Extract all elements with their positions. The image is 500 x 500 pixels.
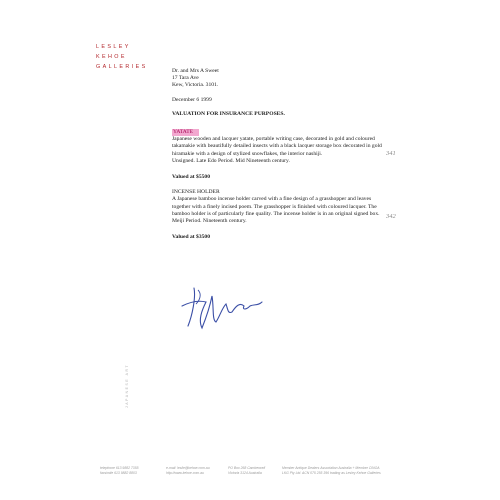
item-description: Japanese wooden and lacquer yatate, portable writing case, decorated in gold and coloured takamakie with beautifully detailed insects with a black lacquer storage box decorated in gold hiramakie with a design of stylized snowflakes, the interior nashiji.: [172, 136, 382, 157]
margin-number-342: 342: [386, 213, 396, 220]
footer-membership: Member Antique Dealers Association Australia + Member CINOA: [282, 466, 380, 470]
logo-line-1: LESLEY: [96, 44, 131, 50]
logo-line-3: GALLERIES: [96, 64, 148, 70]
footer-po-box: PO Box 268 Camberwell: [228, 466, 266, 470]
item-description: A Japanese bamboo incense holder carved with a fine design of a grasshopper and leaves together with a finely incised poem. The grasshopper is finished with coloured lacquer. The bamboo holder is of particularly fine quality. The incense holder is in an original signed box.: [172, 196, 380, 217]
item-title: INCENSE HOLDER: [172, 189, 220, 196]
item-details: Meiji Period. Nineteenth century.: [172, 218, 247, 225]
recipient-street: 17 Tara Ave: [172, 75, 199, 82]
gallery-logo: [96, 42, 166, 72]
letter-body: [172, 68, 392, 241]
recipient-address: [172, 68, 392, 90]
handwritten-signature: [176, 276, 276, 336]
item-details: Unsigned. Late Edo Period. Mid Nineteenth century.: [172, 157, 290, 164]
item-title-highlighted: YATATE: [172, 129, 199, 136]
footer-acn: LKG Pty Ltd. ACN 075 255 396 trading as Lesley Kehoe Galleries: [282, 471, 381, 475]
letter-heading: VALUATION FOR INSURANCE PURPOSES.: [172, 110, 285, 117]
footer-telephone: telephone 613 9882 7355: [100, 466, 139, 470]
letterhead-footer: [100, 466, 400, 480]
item-yatate: [172, 118, 392, 181]
item-value: Valued at $3500: [172, 234, 211, 241]
letter-date: December 6 1999: [172, 96, 212, 103]
item-value: Valued at $5500: [172, 174, 211, 181]
vertical-watermark-text: JAPANESE ART: [125, 363, 129, 408]
footer-web: http://www.kehoe.com.au: [166, 471, 204, 475]
margin-number-341: 341: [386, 150, 396, 157]
footer-facsimile: facsimile 613 9882 8803: [100, 471, 137, 475]
footer-state: Victoria 3124 Australia: [228, 471, 262, 475]
item-incense-holder: [172, 189, 392, 241]
logo-line-2: KEHOE: [96, 54, 127, 60]
recipient-name: Dr. and Mrs A Sweet: [172, 68, 219, 74]
recipient-city: Kew, Victoria. 3101.: [172, 82, 219, 89]
footer-email: e-mail: leslie@kehoe.com.au: [166, 466, 210, 470]
